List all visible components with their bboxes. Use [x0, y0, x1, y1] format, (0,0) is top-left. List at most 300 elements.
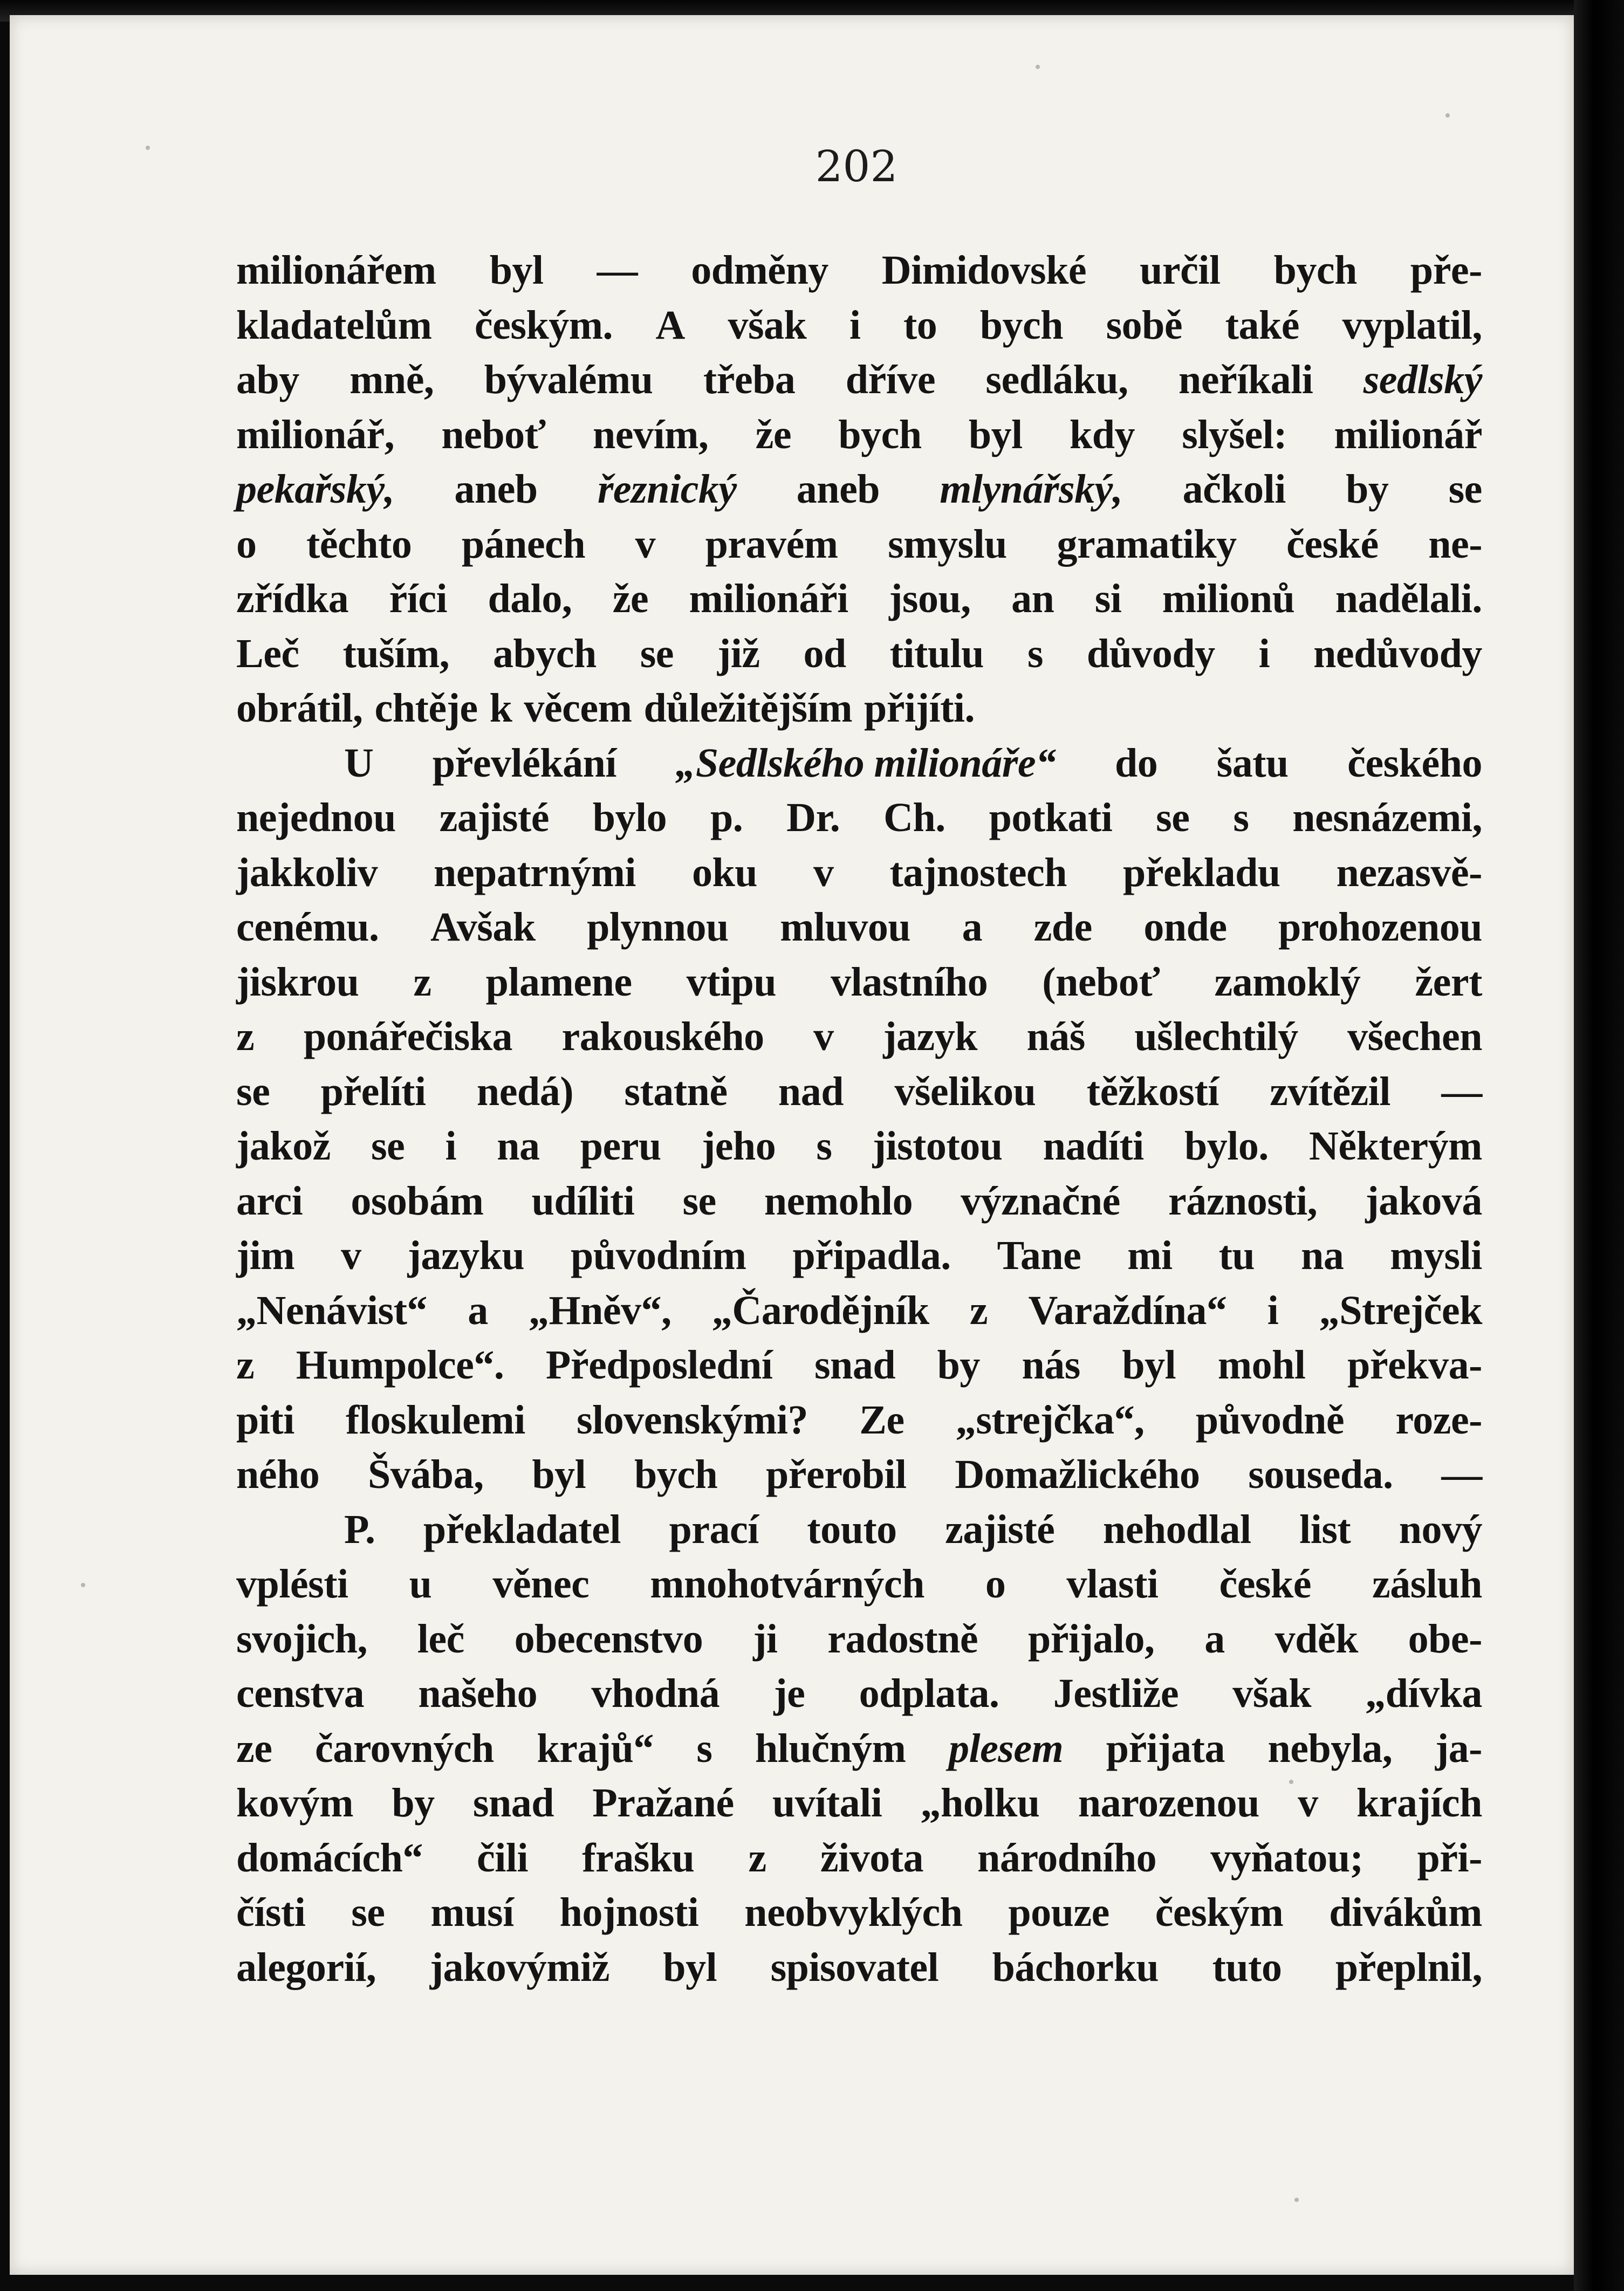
word: pravém: [705, 521, 838, 567]
text-line: [236, 1451, 1482, 1506]
word: věnec: [492, 1561, 590, 1607]
word: obe-: [1408, 1616, 1482, 1662]
word: se: [682, 1178, 716, 1224]
word: vtipu: [686, 959, 777, 1005]
word: obrátil,: [236, 685, 363, 731]
word: nehodlal: [1102, 1506, 1251, 1552]
word: překva-: [1347, 1342, 1482, 1388]
text-line: [236, 247, 1482, 302]
word: kdy: [1069, 411, 1135, 457]
word: v: [813, 1014, 834, 1059]
word: aneb: [796, 467, 880, 512]
word: aneb: [454, 467, 538, 512]
word: mluvou: [780, 904, 911, 950]
word: vyplatil,: [1342, 302, 1482, 348]
word: nezasvě-: [1336, 849, 1482, 895]
text-line: [236, 1889, 1482, 1944]
word: Varaždína“: [1028, 1287, 1227, 1333]
word: hojnosti: [559, 1890, 699, 1935]
word: milionář,: [236, 411, 395, 457]
word: „dívka: [1365, 1671, 1482, 1716]
word: potkati: [989, 795, 1113, 840]
text-line: [236, 1944, 1482, 1999]
word: narozenou: [1078, 1780, 1259, 1826]
word: do: [1114, 740, 1158, 786]
word: nejednou: [236, 795, 396, 840]
word: bylo: [592, 795, 667, 840]
word: s: [1027, 630, 1043, 676]
word: žert: [1415, 959, 1482, 1005]
word: Domažlického: [955, 1452, 1200, 1497]
word: připadla.: [792, 1233, 951, 1278]
body-text: [236, 247, 1482, 1999]
word: byl: [532, 1452, 586, 1497]
word: nevím,: [592, 411, 709, 457]
word: svojich,: [236, 1616, 367, 1662]
word: jazyku: [407, 1233, 525, 1278]
word: bych: [634, 1452, 718, 1497]
word: mi: [1127, 1233, 1173, 1278]
word: —: [1441, 1452, 1482, 1497]
word: odplata.: [859, 1671, 999, 1716]
word: dalo,: [488, 576, 572, 621]
paper-speck: [146, 146, 150, 150]
word: Ze: [859, 1397, 904, 1443]
word: se: [236, 1068, 270, 1114]
word: piti: [236, 1397, 294, 1443]
word: vlastního: [831, 959, 988, 1005]
word: oku: [692, 849, 758, 895]
word: prací: [669, 1506, 759, 1552]
word: pánech: [461, 521, 586, 567]
italic-word: „Sedlského milionáře“: [675, 740, 1056, 786]
word: jistotou: [872, 1123, 1003, 1169]
word: překladatel: [423, 1506, 621, 1552]
word: šatu: [1216, 740, 1289, 786]
word: chtěje: [374, 685, 478, 731]
word: Avšak: [430, 904, 536, 950]
scan-edge: [1574, 0, 1624, 2291]
word: ačkoli: [1182, 467, 1286, 512]
word: s: [816, 1123, 832, 1169]
word: milionáři: [689, 576, 848, 621]
word: nepatrnými: [434, 849, 636, 895]
word: těchto: [306, 521, 412, 567]
word: z: [236, 1342, 255, 1388]
word: nad: [778, 1068, 844, 1114]
word: bych: [979, 302, 1064, 348]
word: však: [1232, 1671, 1312, 1716]
word: vděk: [1274, 1616, 1358, 1662]
word: jsou,: [889, 576, 971, 621]
word: i: [1267, 1287, 1279, 1333]
word: od: [803, 630, 846, 676]
text-line: [236, 466, 1482, 521]
word: plamene: [485, 959, 632, 1005]
word: při-: [1417, 1835, 1482, 1881]
word: vyňatou;: [1210, 1835, 1363, 1881]
word: si: [1094, 576, 1122, 621]
word: snad: [472, 1780, 554, 1826]
word: divákům: [1329, 1890, 1482, 1935]
word: mnohotvárných: [650, 1561, 924, 1607]
word: třeba: [703, 357, 796, 402]
word: dříve: [845, 357, 936, 402]
word: jiskrou: [236, 959, 359, 1005]
word: milionář: [1334, 411, 1482, 457]
word: zvítězil: [1270, 1068, 1391, 1114]
word: neříkali: [1178, 357, 1313, 402]
word: čarovných: [314, 1725, 494, 1771]
word: mohl: [1217, 1342, 1306, 1388]
word: o: [236, 521, 257, 567]
word: krajů“: [537, 1725, 654, 1771]
word: českým.: [474, 302, 613, 348]
word: osobám: [351, 1178, 484, 1224]
word: kladatelům: [236, 302, 432, 348]
word: slyšel:: [1182, 411, 1287, 457]
word: „Strejček: [1319, 1287, 1482, 1333]
word: báchorku: [992, 1944, 1159, 1990]
text-line: [236, 356, 1482, 411]
word: ji: [753, 1616, 778, 1662]
word: Humpolce“.: [296, 1342, 504, 1388]
word: touto: [807, 1506, 897, 1552]
word: alegorií,: [236, 1944, 376, 1990]
word: nás: [1022, 1342, 1080, 1388]
word: to: [903, 302, 937, 348]
word: Dr.: [786, 795, 840, 840]
word: těžkostí: [1086, 1068, 1219, 1114]
word: Leč: [236, 630, 299, 676]
word: se: [371, 1123, 405, 1169]
word: ne-: [1428, 521, 1482, 567]
word: mně,: [350, 357, 434, 402]
word: všechen: [1347, 1014, 1482, 1059]
text-line: [236, 1670, 1482, 1725]
word: nesnázemi,: [1292, 795, 1482, 840]
word: plynnou: [587, 904, 729, 950]
word: z: [236, 1014, 255, 1059]
word: je: [773, 1671, 805, 1716]
text-line: [236, 1835, 1482, 1890]
text-line: [236, 740, 1482, 795]
word: zajisté: [945, 1506, 1055, 1552]
word: pře-: [1410, 248, 1482, 293]
word: jaková: [1365, 1178, 1482, 1224]
text-line: [236, 575, 1482, 630]
word: s: [696, 1725, 712, 1771]
word: leč: [417, 1616, 464, 1662]
word: i: [1258, 630, 1270, 676]
word: vlasti: [1066, 1561, 1159, 1607]
text-line: [236, 302, 1482, 357]
word: přijata: [1106, 1725, 1225, 1771]
text-line: [236, 521, 1482, 576]
word: ného: [236, 1452, 320, 1497]
word: nedůvody: [1313, 630, 1482, 676]
word: a: [468, 1287, 488, 1333]
word: převlékání: [432, 740, 616, 786]
word: a: [962, 904, 983, 950]
word: abych: [493, 630, 597, 676]
word: nedá): [476, 1068, 573, 1114]
word: milionů: [1162, 576, 1295, 621]
italic-word: plesem: [948, 1725, 1064, 1771]
word: přeplnil,: [1335, 1944, 1482, 1990]
word: význačné: [961, 1178, 1120, 1224]
word: onde: [1143, 904, 1227, 950]
word: čili: [477, 1835, 529, 1881]
italic-word: sedlský: [1363, 357, 1482, 402]
word: také: [1225, 302, 1299, 348]
text-line: [236, 1287, 1482, 1342]
word: Švába,: [368, 1452, 484, 1497]
word: aby: [236, 357, 299, 402]
word: našeho: [418, 1671, 538, 1716]
text-line: [236, 1506, 1482, 1561]
word: domácích“: [236, 1835, 423, 1881]
word: odměny: [691, 248, 828, 293]
word: k: [489, 685, 512, 731]
word: české: [1286, 521, 1379, 567]
word: bývalému: [484, 357, 653, 402]
text-line: [236, 1013, 1482, 1068]
word: „strejčka“,: [955, 1397, 1145, 1443]
word: původním: [571, 1233, 746, 1278]
text-line: [236, 1123, 1482, 1178]
word: z: [969, 1287, 988, 1333]
word: —: [1441, 1068, 1482, 1114]
word: hlučným: [755, 1725, 906, 1771]
word: nebyla,: [1267, 1725, 1393, 1771]
word: statně: [624, 1068, 728, 1114]
word: s: [1233, 795, 1249, 840]
word: neboť: [441, 411, 546, 457]
word: souseda.: [1248, 1452, 1393, 1497]
word: smyslu: [888, 521, 1007, 567]
word: jazyk: [883, 1014, 977, 1059]
word: tuším,: [342, 630, 450, 676]
italic-word: pekařský,: [236, 467, 395, 512]
word: A: [655, 302, 685, 348]
word: p.: [710, 795, 743, 840]
word: „holku: [920, 1780, 1040, 1826]
word: ze: [236, 1725, 272, 1771]
word: se: [640, 630, 674, 676]
text-line: [236, 1342, 1482, 1397]
word: a: [1204, 1616, 1225, 1662]
word: tu: [1218, 1233, 1255, 1278]
word: snad: [814, 1342, 896, 1388]
word: tuto: [1212, 1944, 1282, 1990]
word: pouze: [1008, 1890, 1109, 1935]
word: českého: [1347, 740, 1482, 786]
text-line: [236, 1068, 1482, 1123]
word: milionářem: [236, 248, 436, 293]
text-line: [236, 1780, 1482, 1835]
word: zamoklý: [1214, 959, 1361, 1005]
paper-speck: [1294, 2198, 1299, 2202]
text-line: [236, 849, 1482, 904]
word: —: [597, 248, 638, 293]
word: titulu: [889, 630, 984, 676]
word: vplésti: [236, 1561, 348, 1607]
word: spisovatel: [770, 1944, 939, 1990]
word: ponářečiska: [303, 1014, 512, 1059]
text-line: [236, 685, 1482, 740]
word: „Nenávist“: [236, 1287, 427, 1333]
word: an: [1011, 576, 1054, 621]
word: u: [409, 1561, 432, 1607]
word: slovenskými?: [577, 1397, 808, 1443]
word: se: [1448, 467, 1482, 512]
word: jeho: [701, 1123, 776, 1169]
word: „Čarodějník: [711, 1287, 929, 1333]
word: v: [341, 1233, 361, 1278]
word: „Hněv“,: [528, 1287, 671, 1333]
word: na: [497, 1123, 540, 1169]
italic-word: mlynářský,: [940, 467, 1123, 512]
word: v: [1298, 1780, 1318, 1826]
word: uvítali: [772, 1780, 882, 1826]
word: i: [849, 302, 861, 348]
word: P.: [344, 1506, 375, 1552]
word: českým: [1155, 1890, 1284, 1935]
word: v: [813, 849, 834, 895]
text-line: [236, 794, 1482, 849]
word: arci: [236, 1178, 303, 1224]
word: z: [748, 1835, 766, 1881]
word: přelíti: [320, 1068, 426, 1114]
word: krajích: [1356, 1780, 1482, 1826]
word: však: [728, 302, 807, 348]
word: by: [392, 1780, 435, 1826]
word: české: [1219, 1561, 1312, 1607]
word: zde: [1033, 904, 1092, 950]
word: určil: [1140, 248, 1221, 293]
word: byl: [968, 411, 1023, 457]
word: Některým: [1309, 1123, 1482, 1169]
word: bylo.: [1184, 1123, 1269, 1169]
word: neobvyklých: [744, 1890, 963, 1935]
word: přijíti.: [864, 685, 975, 731]
word: věcem: [524, 685, 632, 731]
text-line: [236, 1725, 1482, 1780]
word: sobě: [1106, 302, 1183, 348]
word: že: [612, 576, 649, 621]
word: ráznosti,: [1168, 1178, 1318, 1224]
italic-word: řeznický: [597, 467, 737, 512]
word: náš: [1026, 1014, 1085, 1059]
word: z: [413, 959, 431, 1005]
text-line: [236, 904, 1482, 959]
word: zřídka: [236, 576, 349, 621]
word: by: [937, 1342, 980, 1388]
word: Pražané: [592, 1780, 734, 1826]
paper-speck: [81, 1583, 85, 1587]
word: že: [755, 411, 792, 457]
word: čísti: [236, 1890, 306, 1935]
word: zásluh: [1372, 1561, 1482, 1607]
word: peru: [580, 1123, 661, 1169]
word: rakouského: [561, 1014, 764, 1059]
word: původně: [1195, 1397, 1345, 1443]
word: jakož: [236, 1123, 331, 1169]
word: Ch.: [883, 795, 945, 840]
word: radostně: [827, 1616, 978, 1662]
word: i: [445, 1123, 457, 1169]
word: obecenstvo: [514, 1616, 703, 1662]
text-line: [236, 1232, 1482, 1287]
text-line: [236, 1178, 1482, 1233]
word: všelikou: [894, 1068, 1036, 1114]
word: důvody: [1086, 630, 1215, 676]
word: zajisté: [439, 795, 549, 840]
word: přijalo,: [1027, 1616, 1155, 1662]
word: U: [344, 740, 374, 786]
text-line: [236, 1397, 1482, 1452]
word: národního: [977, 1835, 1157, 1881]
word: udíliti: [531, 1178, 635, 1224]
word: vhodná: [591, 1671, 720, 1716]
word: cenému.: [236, 904, 379, 950]
text-line: [236, 411, 1482, 467]
word: jakkoliv: [236, 849, 378, 895]
paper-speck: [1445, 113, 1450, 118]
word: nadíti: [1043, 1123, 1144, 1169]
text-line: [236, 959, 1482, 1014]
word: nový: [1399, 1506, 1482, 1552]
word: bych: [838, 411, 922, 457]
word: prohozenou: [1278, 904, 1482, 950]
text-line: [236, 630, 1482, 685]
word: Tane: [997, 1233, 1081, 1278]
word: tajnostech: [889, 849, 1067, 895]
word: sedláku,: [985, 357, 1128, 402]
word: Dimidovské: [881, 248, 1087, 293]
page-number: 202: [815, 141, 898, 191]
word: (neboť: [1042, 959, 1160, 1005]
word: jakovýmiž: [429, 1944, 609, 1990]
word: v: [635, 521, 656, 567]
word: roze-: [1395, 1397, 1482, 1443]
word: života: [820, 1835, 923, 1881]
paper-speck: [1036, 65, 1040, 69]
word: bych: [1273, 248, 1357, 293]
word: se: [351, 1890, 385, 1935]
word: byl: [489, 248, 544, 293]
text-line: [236, 1561, 1482, 1616]
word: ja-: [1435, 1725, 1482, 1771]
word: o: [985, 1561, 1006, 1607]
word: by: [1346, 467, 1389, 512]
word: musí: [430, 1890, 514, 1935]
word: jim: [236, 1233, 295, 1278]
word: již: [717, 630, 760, 676]
word: nemohlo: [764, 1178, 913, 1224]
word: kovým: [236, 1780, 354, 1826]
word: gramatiky: [1057, 521, 1237, 567]
word: byl: [663, 1944, 717, 1990]
word: Předposlední: [545, 1342, 773, 1388]
word: floskulemi: [346, 1397, 525, 1443]
word: mysli: [1390, 1233, 1482, 1278]
word: se: [1156, 795, 1190, 840]
word: důležitějším: [643, 685, 853, 731]
text-line: [236, 1616, 1482, 1671]
word: říci: [389, 576, 448, 621]
